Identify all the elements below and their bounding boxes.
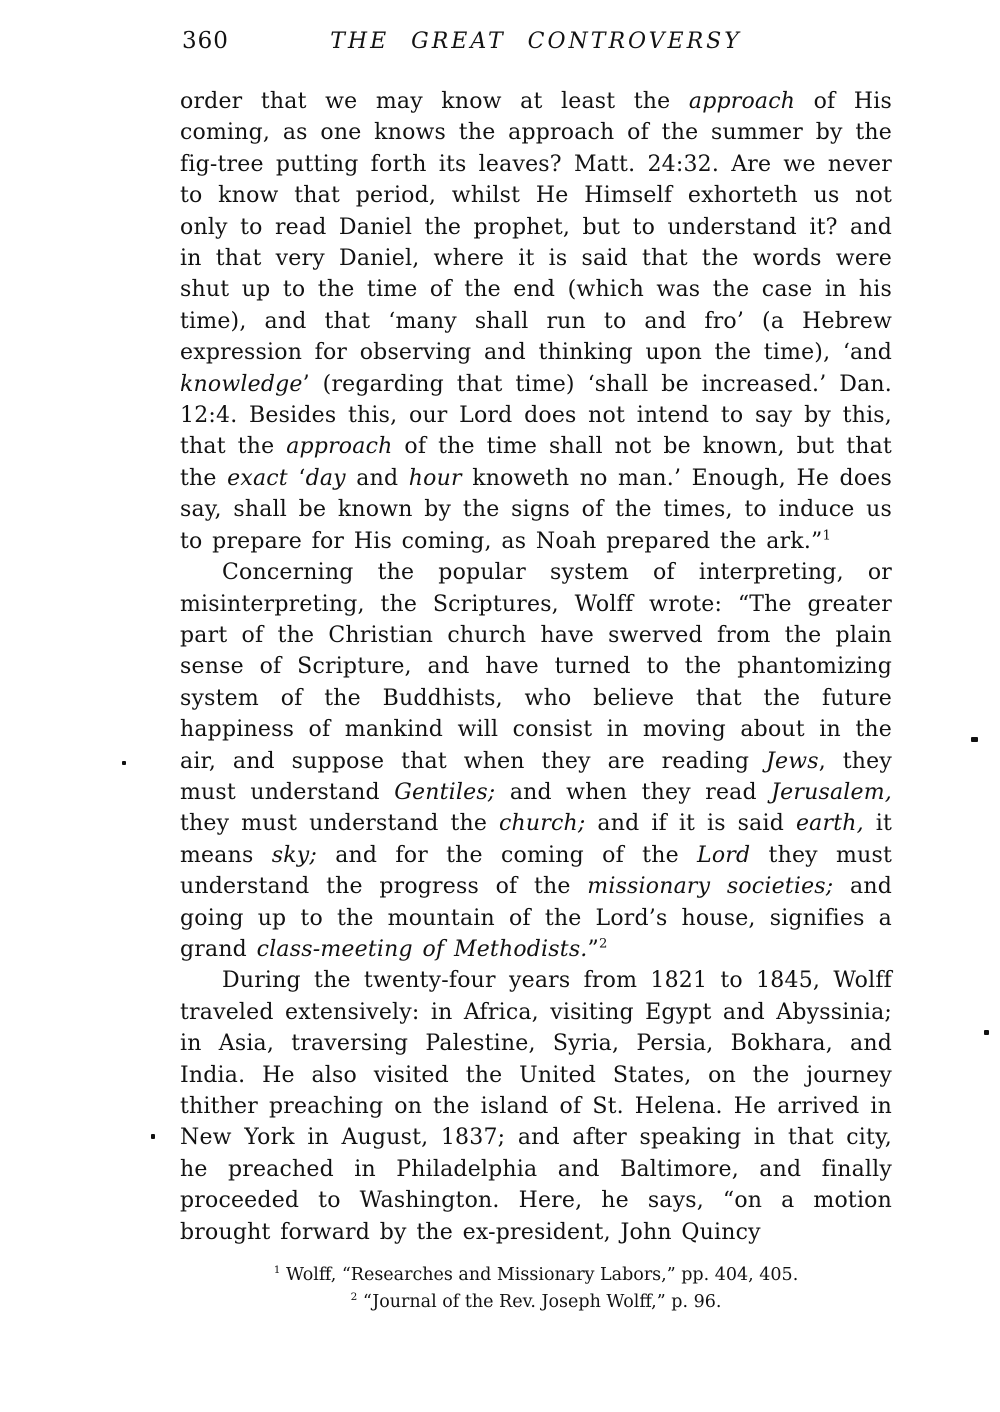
scan-speck bbox=[122, 761, 126, 765]
scan-speck bbox=[984, 1030, 989, 1035]
footnote-marker: 1 bbox=[273, 1264, 281, 1277]
page-header bbox=[180, 26, 892, 60]
scan-speck bbox=[971, 737, 978, 742]
paragraph: Concerning the popular system of interpreting, or misinterpreting, the Scriptures, Wolff wrote: “The greater part of the Christian church have swerved from the plain sense of Scripture, and have turned to the phantomizing system of the Buddhists, who believe that the future happiness of mankind will consist in moving about in the air, and suppose that when they are reading Jews, they must understand Gentiles; and when they read Jerusalem, they must understand the church; and if it is said earth, it means sky; and for the coming of the Lord they must understand the progress of the missionary societies; and going up to the mountain of the Lord’s house, signifies a grand class-meeting of Methodists.”$^2$ bbox=[180, 560, 893, 962]
page-number: 360 bbox=[182, 28, 229, 54]
footnote-marker: 2 bbox=[350, 1291, 358, 1304]
footnote: $^1$ Wolff, “Researches and Missionary Labors,” pp. 404, 405. bbox=[273, 1264, 799, 1286]
paragraph: During the twenty-four years from 1821 to 1845, Wolff traveled extensively: in Africa, visiting Egypt and Abyssinia; in Asia, traversing Palestine, Syria, Persia, Bokhara, and India. He also visited the United States, on the journey thither preaching on the island of St. Helena. He arrived in New York in August, 1837; and after speaking in that city, he preached in Philadelphia and Baltimore, and finally proceeded to Washington. Here, he says, “on a motion brought forward by the ex-president, John Quincy bbox=[180, 968, 892, 1245]
body-text bbox=[180, 86, 892, 1248]
text-column bbox=[180, 26, 892, 1316]
running-title: THE GREAT CONTROVERSY bbox=[330, 29, 742, 54]
footnote-marker: 2 bbox=[598, 936, 608, 952]
footnotes bbox=[180, 1262, 892, 1316]
paragraph: order that we may know at least the approach of His coming, as one knows the approach of the summer by the fig-tree putting forth its leaves? Matt. 24:32. Are we never to know that period, whilst He Himself exhorteth us not only to read Daniel the prophet, but to understand it? and in that very Daniel, where it is said that the words were shut up to the time of the end (which was the case in his time), and that ‘many shall run to and fro’ (a Hebrew expression for observing and thinking upon the time), ‘and knowledge’ (regarding that time) ‘shall be increased.’ Dan. 12:4. Besides this, our Lord does not intend to say by this, that the approach of the time shall not be known, but that the exact ‘day and hour knoweth no man.’ Enough, He does say, shall be known by the signs of the times, to induce us to prepare for His coming, as Noah prepared the ark.”$^1$ bbox=[180, 89, 892, 554]
footnote: $^2$ “Journal of the Rev. Joseph Wolff,” p. 96. bbox=[350, 1291, 722, 1313]
footnote-marker: 1 bbox=[822, 528, 832, 544]
scan-speck bbox=[151, 1134, 155, 1139]
